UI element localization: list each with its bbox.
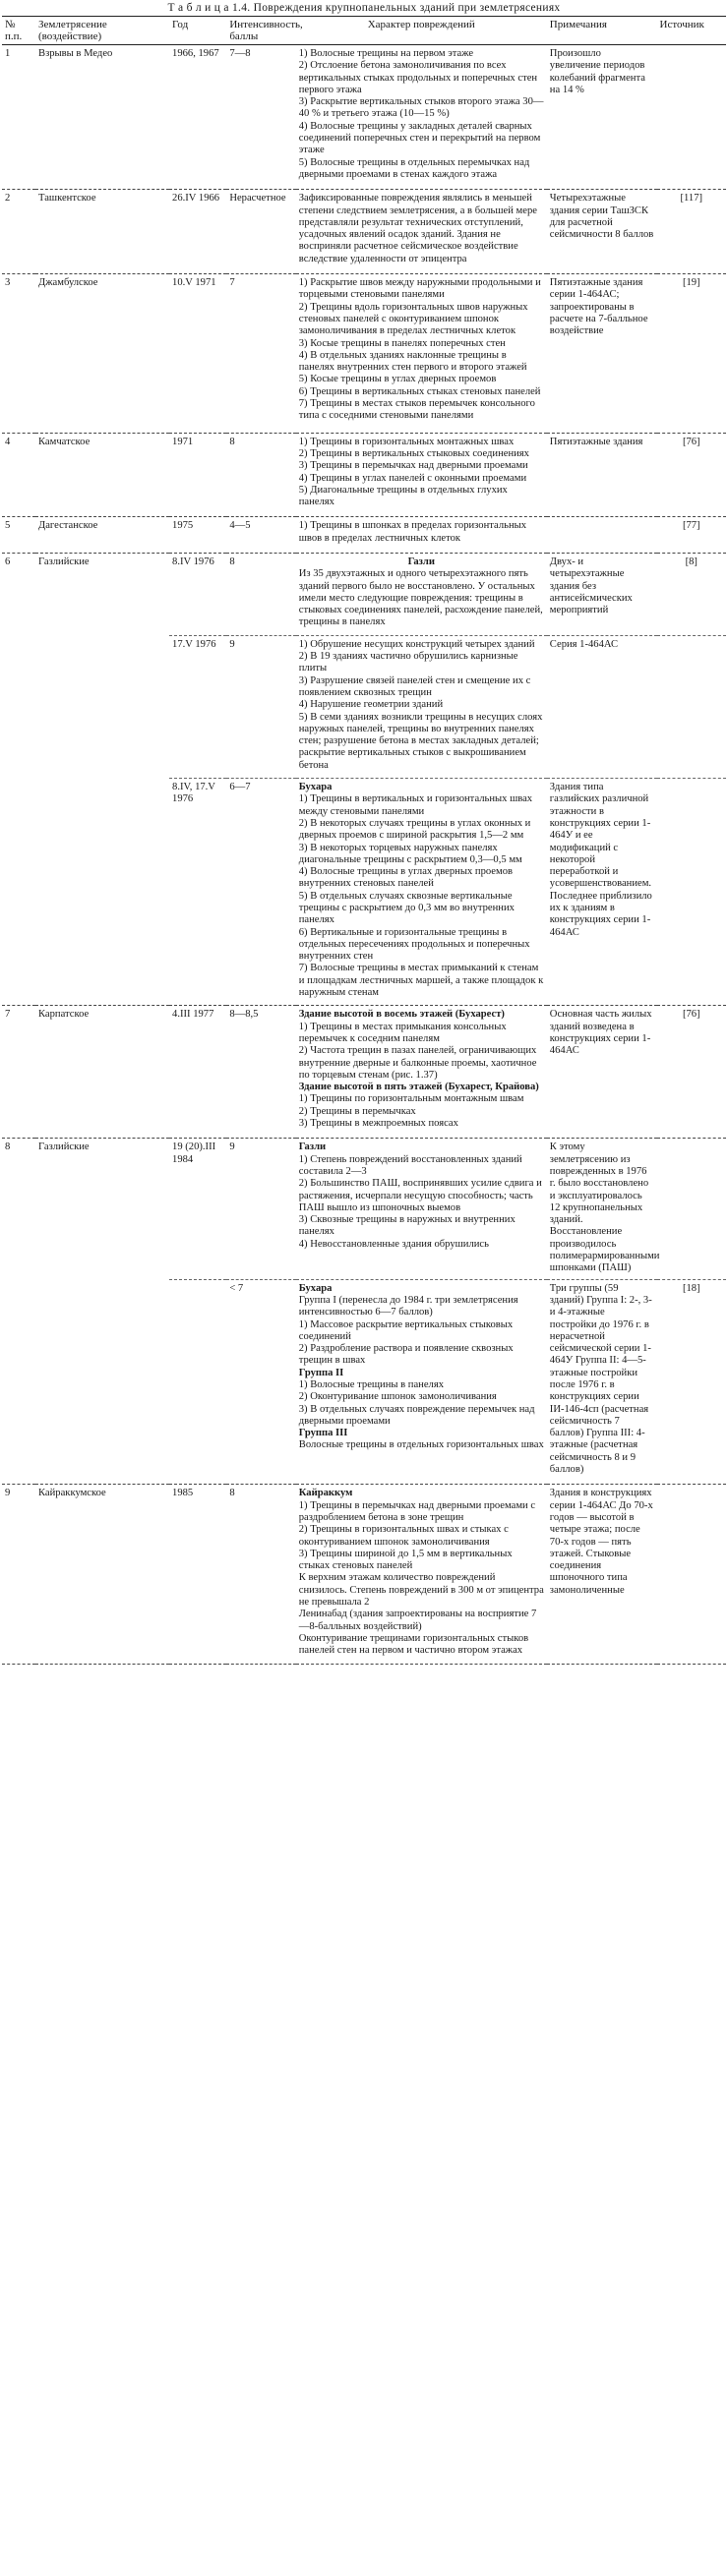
notes-text: Три группы (59 зданий) Группа I: 2-, 3- и 4-этажные постройки до 1976 г. в нерасчетной сейсмической серии 1-464У Группа II: 4—5-этажные постройки после 1976 г. в конструкциях серии IИ-146-4сп (расчетная сейсмичность 7 баллов) Группа III: 4-этажные (расчетная сейсмичность 8 и 9 баллов) [547, 1279, 657, 1485]
source-ref: [76] [657, 433, 726, 517]
quake-year: 1975 [169, 517, 226, 554]
damage-item: 2) Трещины вдоль горизонтальных швов наружных стеновых панелей с оконтуриванием шпонок замоноличивания в пределах лестничных клеток [298, 301, 528, 337]
intensity-value: Нерасчетное [226, 190, 295, 274]
damage-item: 4) Нарушение геометрии зданий [298, 699, 444, 711]
notes-text: Основная часть жилых зданий возведена в конструкциях серии 1-464АС [547, 1006, 657, 1139]
header-damage: Характер повреждений [296, 17, 547, 45]
table-row [2, 45, 726, 190]
damage-item: 2) Раздробление раствора и появление сквозных трещин в швах [298, 1343, 514, 1367]
quake-name [35, 635, 169, 778]
source-ref: [76] [657, 1006, 726, 1139]
damage-item: 4) В отдельных зданиях наклонные трещины в панелях внутренних стен первого и второго этажей [298, 349, 527, 374]
source-ref: [19] [657, 274, 726, 434]
section-heading: Газли [298, 1142, 327, 1153]
table-title: Т а б л и ц а 1.4. Повреждения крупнопанельных зданий при землетрясениях [167, 2, 561, 14]
damage-item: Волосные трещины в отдельных горизонтальных швах [298, 1439, 544, 1451]
damage-item: 1) Волосные трещины в панелях [298, 1378, 445, 1390]
damage-description [296, 517, 547, 554]
quake-name: Газлийские [35, 553, 169, 635]
quake-year: 8.IV 1976 [169, 553, 226, 635]
damage-item: 5) Волосные трещины в отдельных перемычках над дверными проемами в стенах каждого этажа [298, 156, 530, 180]
header-intensity: Интенсивность, баллы [226, 17, 295, 45]
section-heading: Здание высотой в пять этажей (Бухарест, Крайова) [298, 1082, 539, 1093]
table-row [2, 517, 726, 554]
header-num: № п.п. [2, 17, 35, 45]
notes-text [547, 517, 657, 554]
quake-name [35, 779, 169, 1006]
source-ref [657, 1485, 726, 1664]
damage-item: 5) В семи зданиях возникли трещины в несущих слоях наружных панелей, трещины во внутренних панелях стен; разрушение бетона в местах закладных деталей; раскрытие вертикальных стыков с выкрошиванием бетона [298, 711, 543, 771]
source-ref: [18] [657, 1279, 726, 1485]
intensity-value: 6—7 [226, 779, 295, 1006]
row-number: 3 [2, 274, 35, 434]
row-number [2, 1279, 35, 1485]
row-number: 6 [2, 553, 35, 635]
quake-year: 17.V 1976 [169, 635, 226, 778]
quake-name [35, 1279, 169, 1485]
intensity-value: 8 [226, 1485, 295, 1664]
table-row [2, 274, 726, 434]
damage-item: 3) Сквозные трещины в наружных и внутренних панелях [298, 1214, 516, 1238]
row-number: 2 [2, 190, 35, 274]
table-row [2, 1279, 726, 1485]
row-number: 7 [2, 1006, 35, 1139]
damage-item: 1) Массовое раскрытие вертикальных стыковых соединений [298, 1318, 514, 1342]
damage-item: 4) Трещины в углах панелей с оконными проемами [298, 472, 527, 484]
source-ref: [77] [657, 517, 726, 554]
source-ref [657, 45, 726, 190]
damage-item: 2) Трещины в вертикальных стыковых соединениях [298, 447, 529, 459]
section-heading: Бухара [298, 782, 333, 793]
damage-item: 5) Диагональные трещины в отдельных глухих панелях [298, 484, 508, 508]
table-row [2, 433, 726, 517]
damage-item: Ленинабад (здания запроектированы на восприятие 7—8-балльных воздействий) [298, 1609, 537, 1632]
notes-text: Пятиэтажные здания серии 1-464АС; запроектированы в расчете на 7-балльное воздействие [547, 274, 657, 434]
quake-name: Камчатское [35, 433, 169, 517]
notes-text: Здания типа газлийских различной этажности в конструкциях серии 1-464У и ее модификаций с некоторой переработкой и усовершенствованием. Последнее приблизило их к зданиям в конструкциях серии 1-464АС [547, 779, 657, 1006]
damage-item: 1) Трещины по горизонтальным монтажным швам [298, 1093, 524, 1105]
intensity-value: < 7 [226, 1279, 295, 1485]
quake-year: 10.V 1971 [169, 274, 226, 434]
damage-item: 3) Трещины в межпроемных поясах [298, 1118, 458, 1130]
damage-item: 2) В некоторых случаях трещины в углах оконных и дверных проемов с шириной раскрытия 1,5—2 мм [298, 817, 531, 842]
damage-description [296, 1485, 547, 1664]
source-ref [657, 779, 726, 1006]
damage-description [296, 190, 547, 274]
quake-name: Карпатское [35, 1006, 169, 1139]
damage-item: 1) Трещины в горизонтальных монтажных швах [298, 436, 515, 447]
damage-description [296, 635, 547, 778]
intensity-value: 7—8 [226, 45, 295, 190]
source-ref [657, 1139, 726, 1279]
damage-item: 1) Степень повреждений восстановленных зданий составила 2—3 [298, 1153, 522, 1177]
quake-name: Дагестанское [35, 517, 169, 554]
damage-description [296, 433, 547, 517]
notes-text: Здания в конструкциях серии 1-464АС До 70-х годов — высотой в четыре этажа; после 70-х годов — пять этажей. Стыковые соединения шпоночного типа замоноличенные [547, 1485, 657, 1664]
quake-year: 1971 [169, 433, 226, 517]
damage-description [296, 1006, 547, 1139]
intensity-value: 9 [226, 1139, 295, 1279]
quake-name: Кайраккумское [35, 1485, 169, 1664]
row-number: 5 [2, 517, 35, 554]
notes-text: Произошло увеличение периодов колебаний фрагмента на 14 % [547, 45, 657, 190]
damage-item: 2) Отслоение бетона замоноличивания по всех вертикальных стыках продольных и поперечных стен первого этажа [298, 60, 538, 95]
intensity-value: 8 [226, 433, 295, 517]
damage-item: 1) Обрушение несущих конструкций четырех зданий [298, 638, 535, 650]
damage-item: Группа I (перенесла до 1984 г. три землетрясения интенсивностью 6—7 баллов) [298, 1294, 518, 1318]
damage-item: 4) Невосстановленные здания обрушились [298, 1238, 489, 1250]
table-row [2, 1139, 726, 1279]
damage-item: 1) Трещины в шпонках в пределах горизонтальных швов в пределах лестничных клеток [298, 520, 527, 544]
section-heading: Здание высотой в восемь этажей (Бухарест) [298, 1009, 505, 1021]
quake-year: 26.IV 1966 [169, 190, 226, 274]
damage-item: 4) Волосные трещины у закладных деталей сварных соединений поперечных стен и перекрытий на первом этаже [298, 120, 541, 156]
quake-year [169, 1279, 226, 1485]
damage-item: К верхним этажам количество повреждений снизилось. Степень повреждений в 300 м от эпицентра не превышала 2 [298, 1572, 544, 1609]
damage-item: 3) Раскрытие вертикальных стыков второго этажа 30—40 % и третьего этажа (10—15 %) [298, 96, 544, 120]
header-row [2, 17, 726, 45]
header-year: Год [169, 17, 226, 45]
quake-name: Ташкентское [35, 190, 169, 274]
table-row [2, 1006, 726, 1139]
row-number: 4 [2, 433, 35, 517]
damage-item: 1) Трещины в перемычках над дверными проемами с раздроблением бетона в зоне трещин [298, 1499, 536, 1523]
table-row [2, 553, 726, 635]
damage-item: Из 35 двухэтажных и одного четырехэтажного пять зданий первого было не восстановлено. У остальных имели место следующие повреждения: трещины в стыковых соединениях панелей, расхождение панелей, трещины в панелях [298, 568, 543, 628]
quake-name: Взрывы в Медео [35, 45, 169, 190]
damage-table [2, 16, 726, 1665]
damage-item: 3) Трещины в перемычках над дверными проемами [298, 460, 528, 472]
table-row [2, 190, 726, 274]
intensity-value: 9 [226, 635, 295, 778]
damage-item: 2) Большинство ПАШ, воспринявших усилие сдвига и растяжения, исчерпали несущую способность; часть ПАШ вышло из шпоночных выемов [298, 1178, 542, 1213]
intensity-value: 8—8,5 [226, 1006, 295, 1139]
damage-item: 4) Волосные трещины в углах дверных проемов внутренних стеновых панелей [298, 866, 513, 890]
damage-item: 7) Трещины в местах стыков перемычек консольного типа с соседними стеновыми панелями [298, 398, 535, 422]
table-row [2, 635, 726, 778]
damage-item: 3) Разрушение связей панелей стен и смещение их с появлением сквозных трещин [298, 674, 531, 698]
notes-text: Пятиэтажные здания [547, 433, 657, 517]
section-heading: Группа II [298, 1367, 344, 1378]
damage-item: 2) Оконтуривание шпонок замоноличивания [298, 1391, 497, 1403]
damage-description [296, 779, 547, 1006]
damage-item: 3) Трещины шириной до 1,5 мм в вертикальных стыках стеновых панелей [298, 1548, 513, 1572]
quake-year: 1985 [169, 1485, 226, 1664]
damage-item: 2) В 19 зданиях частично обрушились карнизные плиты [298, 651, 518, 674]
row-number [2, 635, 35, 778]
row-number: 9 [2, 1485, 35, 1664]
notes-text: Четырехэтажные здания серии ТашЗСК для расчетной сейсмичности 8 баллов [547, 190, 657, 274]
damage-item: 3) Косые трещины в панелях поперечных стен [298, 337, 506, 349]
damage-item: 1) Раскрытие швов между наружными продольными и торцевыми стеновыми панелями [298, 277, 541, 301]
quake-name: Газлийские [35, 1139, 169, 1279]
intensity-value: 7 [226, 274, 295, 434]
source-ref: [8] [657, 553, 726, 635]
notes-text: Двух- и четырехэтажные здания без антисейсмических мероприятий [547, 553, 657, 635]
damage-item: 2) Частота трещин в пазах панелей, ограничивающих внутренние дверные и балконные проемы, хаотичное по торцевым стенам (рис. 1.37) [298, 1045, 537, 1081]
quake-year: 1966, 1967 [169, 45, 226, 190]
section-heading: Кайраккум [298, 1488, 353, 1499]
header-source: Источник [657, 17, 726, 45]
damage-item: 1) Волосные трещины на первом этаже [298, 48, 474, 59]
damage-item: 6) Вертикальные и горизонтальные трещины в отдельных пересечениях продольных и поперечных внутренних стен [298, 926, 530, 963]
damage-item: 2) Трещины в горизонтальных швах и стыках с оконтуриванием шпонок замоноличивания [298, 1524, 509, 1548]
damage-item: 3) В некоторых торцевых наружных панелях диагональные трещины с раскрытием 0,3—0,5 мм [298, 842, 522, 865]
quake-year: 19 (20).III 1984 [169, 1139, 226, 1279]
damage-description [296, 274, 547, 434]
row-number: 8 [2, 1139, 35, 1279]
row-number [2, 779, 35, 1006]
section-heading: Бухара [298, 1282, 333, 1294]
quake-year: 4.III 1977 [169, 1006, 226, 1139]
header-notes: Примечания [547, 17, 657, 45]
damage-item: 1) Трещины в вертикальных и горизонтальных швах между стеновыми панелями [298, 793, 533, 817]
notes-text: Серия 1-464АС [547, 635, 657, 778]
intensity-value: 4—5 [226, 517, 295, 554]
damage-item: Оконтуривание трещинами горизонтальных стыков панелей стен на первом и частично втором этажах [298, 1632, 529, 1657]
damage-item: 5) Косые трещины в углах дверных проемов [298, 374, 497, 385]
section-heading: Газли [407, 556, 435, 567]
damage-item: 7) Волосные трещины в местах примыканий к стенам и площадкам лестничных маршей, а также площадок к наружным стенам [298, 963, 544, 999]
row-number: 1 [2, 45, 35, 190]
header-quake: Землетрясение (воздействие) [35, 17, 169, 45]
damage-item: 5) В отдельных случаях сквозные вертикальные трещины с раскрытием до 0,3 мм во внутренних панелях [298, 890, 515, 926]
table-row [2, 779, 726, 1006]
damage-description [296, 553, 547, 635]
table-row [2, 1485, 726, 1664]
quake-year: 8.IV, 17.V 1976 [169, 779, 226, 1006]
damage-item: 1) Трещины в местах примыкания консольных перемычек к соседним панелям [298, 1021, 507, 1044]
notes-text: К этому землетрясению из поврежденных в 1976 г. было восстановлено и эксплуатировалось 12 крупнопанельных зданий. Восстановление производилось полимерармированными шпонками (ПАШ) [547, 1139, 657, 1279]
damage-description [296, 1279, 547, 1485]
damage-item: 6) Трещины в вертикальных стыках стеновых панелей [298, 385, 541, 397]
damage-description [296, 1139, 547, 1279]
damage-item: 3) В отдельных случаях повреждение перемычек над дверными проемами [298, 1403, 535, 1427]
damage-item: Зафиксированные повреждения являлись в меньшей степени следствием землетрясения, а в большей мере представляли результат технических отступлений, усадочных явлений осадок зданий. Здания не восприняли расчетное сейсмическое воздействие вследствие удаленности от эпицентра [298, 193, 537, 264]
damage-description [296, 45, 547, 190]
damage-item: 2) Трещины в перемычках [298, 1105, 416, 1117]
quake-name: Джамбулское [35, 274, 169, 434]
intensity-value: 8 [226, 553, 295, 635]
source-ref [657, 635, 726, 778]
source-ref: [117] [657, 190, 726, 274]
section-heading: Группа III [298, 1428, 348, 1439]
